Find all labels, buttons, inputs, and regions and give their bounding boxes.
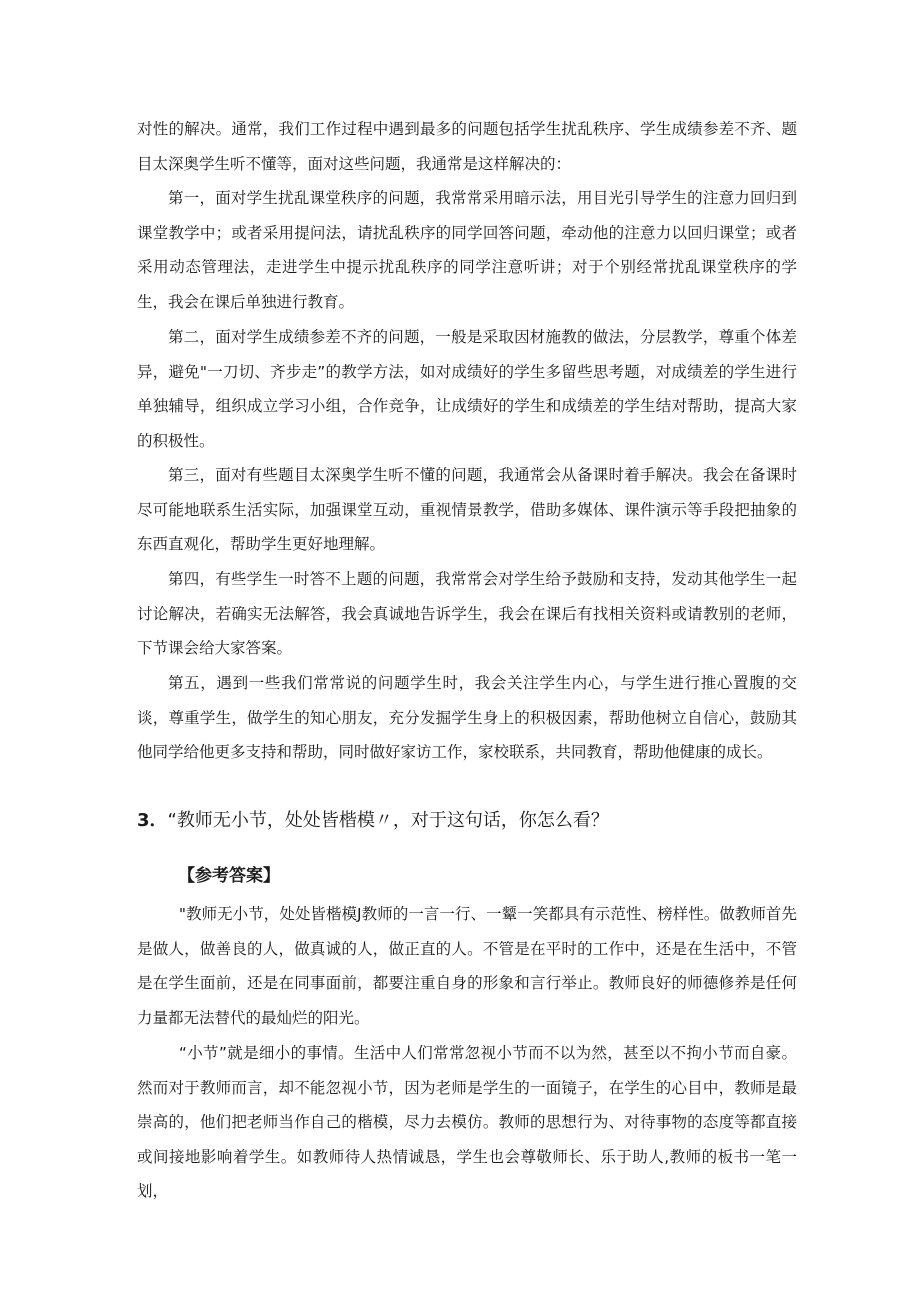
paragraph-third: 第三，面对有些题目太深奥学生听不懂的问题，我通常会从备课时着手解决。我会在备课时尽可能地联系生活实际，加强课堂互动，重视情景教学，借助多媒体、课件演示等手段把抽象的东西直观化，帮助学生更好地理解。 [137, 466, 797, 553]
question-heading [137, 807, 797, 835]
answer-label: 【参考答案】 [178, 866, 280, 886]
answer-paragraph-2: “小节”就是细小的事情。生活中人们常常忽视小节而不以为然，甚至以不拘小节而自豪。然而对于教师而言，却不能忽视小节，因为老师是学生的一面镜子，在学生的心目中，教师是最崇高的，他们把老师当作自己的楷模，尽力去模仿。教师的思想行为、对待事物的态度等都直接或间接地影响着学生。如教师待人热情诚恳，学生也会尊敬师长、乐于助人,教师的板书一笔一划， [137, 1044, 797, 1200]
question-number: 3． [137, 810, 168, 831]
paragraph-fourth: 第四，有些学生一时答不上题的问题，我常常会对学生给予鼓励和支持，发动其他学生一起讨论解决，若确实无法解答，我会真诚地告诉学生，我会在课后有找相关资料或请教别的老师，下节课会给大家答案。 [137, 570, 797, 657]
paragraph-first: 第一，面对学生扰乱课堂秩序的问题，我常常采用暗示法，用目光引导学生的注意力回归到课堂教学中；或者采用提问法，请扰乱秩序的同学回答问题，牵动他的注意力以回归课堂；或者采用动态管理法，走进学生中提示扰乱秩序的同学注意听讲；对于个别经常扰乱课堂秩序的学生，我会在课后单独进行教育。 [137, 189, 797, 311]
paragraph-fifth: 第五，遇到一些我们常常说的问题学生时，我会关注学生内心，与学生进行推心置腹的交谈，尊重学生，做学生的知心朋友，充分发掘学生身上的积极因素，帮助他树立自信心，鼓励其他同学给他更多支持和帮助，同时做好家访工作，家校联系，共同教育，帮助他健康的成长。 [137, 674, 797, 761]
paragraph-second: 第二，面对学生成绩参差不齐的问题，一般是采取因材施教的做法，分层教学，尊重个体差异，避免"一刀切、齐步走”的教学方法，如对成绩好的学生多留些思考题，对成绩差的学生进行单独辅导，组织成立学习小组，合作竞争，让成绩好的学生和成绩差的学生结对帮助，提高大家的积极性。 [137, 328, 797, 450]
answer-paragraph-1: "教师无小节，处处皆楷模J教师的一言一行、一颦一笑都具有示范性、榜样性。做教师首先是做人，做善良的人，做真诚的人，做正直的人。不管是在平时的工作中，还是在生活中，不管是在学生面前，还是在同事面前，都要注重自身的形象和言行举止。教师良好的师德修养是任何力量都无法替代的最灿烂的阳光。 [137, 905, 797, 1027]
question-text: “教师无小节，处处皆楷模〃，对于这句话，你怎么看？ [167, 810, 609, 831]
paragraph-intro: 对性的解决。通常，我们工作过程中遇到最多的问题包括学生扰乱秩序、学生成绩参差不齐、题目太深奥学生听不懂等，面对这些问题，我通常是这样解决的： [137, 120, 797, 173]
